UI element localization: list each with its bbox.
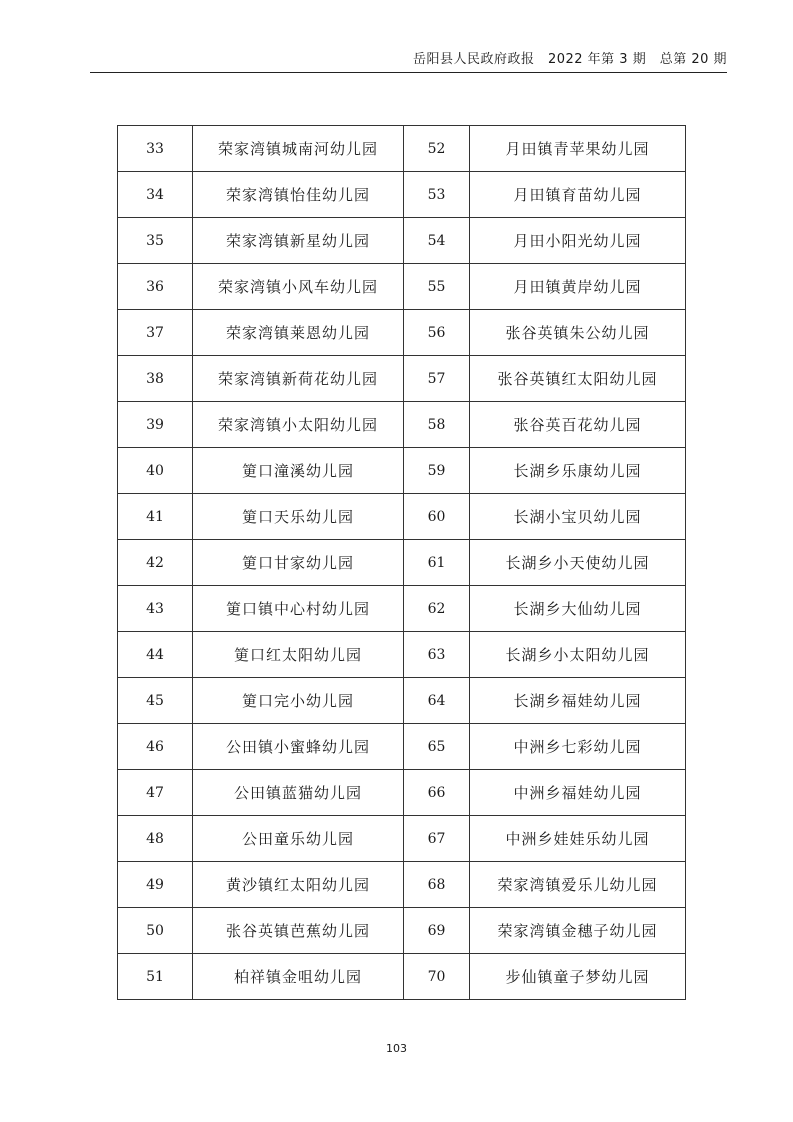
kindergarten-name-right: 中洲乡娃娃乐幼儿园 (470, 816, 686, 862)
table-row (118, 126, 686, 172)
kindergarten-name-right: 中洲乡七彩幼儿园 (470, 724, 686, 770)
kindergarten-name-left: 筻口镇中心村幼儿园 (193, 586, 404, 632)
table-row (118, 908, 686, 954)
row-number-left: 42 (118, 540, 193, 586)
row-number-right: 70 (404, 954, 470, 1000)
row-number-right: 54 (404, 218, 470, 264)
row-number-right: 65 (404, 724, 470, 770)
kindergarten-name-left: 荣家湾镇城南河幼儿园 (193, 126, 404, 172)
table-row (118, 402, 686, 448)
row-number-right: 60 (404, 494, 470, 540)
row-number-left: 40 (118, 448, 193, 494)
kindergarten-name-right: 张谷英百花幼儿园 (470, 402, 686, 448)
kindergarten-name-right: 长湖乡小天使幼儿园 (470, 540, 686, 586)
kindergarten-table (117, 125, 686, 1000)
row-number-left: 36 (118, 264, 193, 310)
kindergarten-name-right: 中洲乡福娃幼儿园 (470, 770, 686, 816)
table-row (118, 540, 686, 586)
row-number-right: 59 (404, 448, 470, 494)
row-number-left: 49 (118, 862, 193, 908)
kindergarten-name-right: 长湖乡大仙幼儿园 (470, 586, 686, 632)
table-row (118, 264, 686, 310)
row-number-left: 44 (118, 632, 193, 678)
kindergarten-name-right: 荣家湾镇爱乐儿幼儿园 (470, 862, 686, 908)
kindergarten-name-right: 长湖乡福娃幼儿园 (470, 678, 686, 724)
row-number-right: 63 (404, 632, 470, 678)
kindergarten-name-left: 荣家湾镇新荷花幼儿园 (193, 356, 404, 402)
kindergarten-name-right: 月田小阳光幼儿园 (470, 218, 686, 264)
table-row (118, 678, 686, 724)
table-row (118, 494, 686, 540)
kindergarten-name-left: 筻口甘家幼儿园 (193, 540, 404, 586)
table-row (118, 862, 686, 908)
row-number-right: 53 (404, 172, 470, 218)
kindergarten-name-left: 筻口完小幼儿园 (193, 678, 404, 724)
kindergarten-name-right: 长湖乡小太阳幼儿园 (470, 632, 686, 678)
row-number-left: 50 (118, 908, 193, 954)
table-row (118, 218, 686, 264)
row-number-right: 67 (404, 816, 470, 862)
table-row (118, 816, 686, 862)
kindergarten-name-right: 长湖小宝贝幼儿园 (470, 494, 686, 540)
row-number-right: 52 (404, 126, 470, 172)
row-number-right: 62 (404, 586, 470, 632)
kindergarten-name-left: 荣家湾镇怡佳幼儿园 (193, 172, 404, 218)
row-number-left: 45 (118, 678, 193, 724)
page-number: 103 (386, 1042, 407, 1055)
kindergarten-name-left: 荣家湾镇新星幼儿园 (193, 218, 404, 264)
table-row (118, 310, 686, 356)
kindergarten-name-left: 公田镇小蜜蜂幼儿园 (193, 724, 404, 770)
page-header: 岳阳县人民政府政报 2022 年第 3 期 总第 20 期 (90, 50, 727, 73)
kindergarten-name-right: 长湖乡乐康幼儿园 (470, 448, 686, 494)
row-number-left: 46 (118, 724, 193, 770)
kindergarten-name-left: 公田镇蓝猫幼儿园 (193, 770, 404, 816)
kindergarten-name-right: 步仙镇童子梦幼儿园 (470, 954, 686, 1000)
kindergarten-name-left: 柏祥镇金咀幼儿园 (193, 954, 404, 1000)
table-row (118, 586, 686, 632)
row-number-right: 58 (404, 402, 470, 448)
kindergarten-name-right: 张谷英镇朱公幼儿园 (470, 310, 686, 356)
row-number-right: 56 (404, 310, 470, 356)
kindergarten-name-left: 公田童乐幼儿园 (193, 816, 404, 862)
table-row (118, 770, 686, 816)
kindergarten-name-right: 月田镇育苗幼儿园 (470, 172, 686, 218)
row-number-left: 33 (118, 126, 193, 172)
table-row (118, 632, 686, 678)
table-row (118, 724, 686, 770)
row-number-right: 69 (404, 908, 470, 954)
kindergarten-name-right: 月田镇青苹果幼儿园 (470, 126, 686, 172)
row-number-right: 68 (404, 862, 470, 908)
row-number-right: 61 (404, 540, 470, 586)
kindergarten-name-right: 张谷英镇红太阳幼儿园 (470, 356, 686, 402)
table-row (118, 448, 686, 494)
table-row (118, 954, 686, 1000)
row-number-left: 34 (118, 172, 193, 218)
row-number-right: 57 (404, 356, 470, 402)
row-number-left: 51 (118, 954, 193, 1000)
row-number-right: 64 (404, 678, 470, 724)
row-number-right: 55 (404, 264, 470, 310)
table-row (118, 356, 686, 402)
row-number-left: 47 (118, 770, 193, 816)
kindergarten-name-right: 月田镇黄岸幼儿园 (470, 264, 686, 310)
kindergarten-name-left: 荣家湾镇小太阳幼儿园 (193, 402, 404, 448)
row-number-right: 66 (404, 770, 470, 816)
kindergarten-name-left: 荣家湾镇莱恩幼儿园 (193, 310, 404, 356)
kindergarten-name-right: 荣家湾镇金穗子幼儿园 (470, 908, 686, 954)
row-number-left: 35 (118, 218, 193, 264)
kindergarten-name-left: 筻口潼溪幼儿园 (193, 448, 404, 494)
row-number-left: 48 (118, 816, 193, 862)
kindergarten-name-left: 荣家湾镇小风车幼儿园 (193, 264, 404, 310)
table-row (118, 172, 686, 218)
row-number-left: 39 (118, 402, 193, 448)
kindergarten-name-left: 筻口红太阳幼儿园 (193, 632, 404, 678)
row-number-left: 37 (118, 310, 193, 356)
kindergarten-name-left: 黄沙镇红太阳幼儿园 (193, 862, 404, 908)
row-number-left: 38 (118, 356, 193, 402)
row-number-left: 43 (118, 586, 193, 632)
kindergarten-name-left: 张谷英镇芭蕉幼儿园 (193, 908, 404, 954)
row-number-left: 41 (118, 494, 193, 540)
kindergarten-name-left: 筻口天乐幼儿园 (193, 494, 404, 540)
